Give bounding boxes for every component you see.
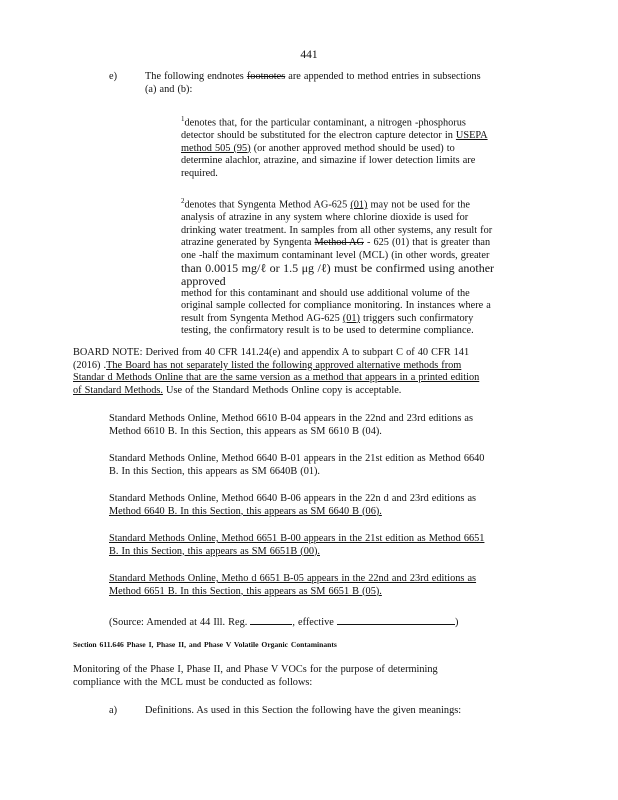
page-number: 441 (300, 49, 318, 61)
endnote-1-marker: 1 (181, 115, 185, 123)
effective-date-blank (337, 614, 455, 625)
sm-paragraph-3: Standard Methods Online, Method 6640 B-06 appears in the 22n d and 23rd editions as Method 6640 B. In this Section, this appears as SM 6640 B (06). (109, 493, 477, 517)
sm-paragraph-5: Standard Methods Online, Metho d 6651 B-05 appears in the 22nd and 23rd editions as Method 6651 B. In this Section, this appears as SM 6651 B (05). (109, 573, 477, 597)
struck-text: footnotes (246, 71, 286, 82)
item-e-line-1: The following endnotes footnotes are appended to method entries in subsections (145, 71, 481, 82)
board-note: BOARD NOTE: Derived from 40 CFR 141.24(e) and appendix A to subpart C of 40 CFR 141 (2016) .The Board has not separately listed the following approved alternative methods from Standar d Methods Online that are the same version as a method that appears in a printed edition of Standard Methods. Use of the Standard Methods Online copy is acceptable. (73, 347, 480, 396)
endnote-2-marker: 2 (181, 197, 185, 205)
item-e-label: e) (109, 71, 117, 82)
sm-paragraph-4: Standard Methods Online, Method 6651 B-00 appears in the 21st edition as Method 6651 B. In this Section, this appears as SM 6651B (00). (109, 533, 485, 557)
item-a-text: Definitions. As used in this Section the following have the given meanings: (145, 705, 462, 716)
section-heading: Section 611.646 Phase I, Phase II, and Phase V Volatile Organic Contaminants (73, 640, 337, 649)
endnote-2: $^2$denotes that Syngenta Method AG-625 (01) may not be used for the analysis of atrazine in any system where chlorine dioxide is used for drinking water treatment. In samples from all other systems, any result for atrazine generated by Syngenta Method AG - 625 (01) that is greater than one -half the maximum contaminant level (MCL) (in other words, greater than 0.0015 mg/ℓ or 1.5 μg /ℓ) must be confirmed using another approved method for this contaminant and should use additional volume of the original sample collected for compliance monitoring. In instances where a result from Syngenta Method AG-625 (01) triggers such confirmatory testing, the confirmatory result is to be used to determine compliance. (181, 197, 495, 337)
item-e-line-2: (a) and (b): (145, 83, 193, 95)
source-note: (Source: Amended at 44 Ill. Reg. , effective ) (109, 614, 529, 630)
item-e-text (145, 71, 535, 96)
sm-paragraph-2: Standard Methods Online, Method 6640 B-01 appears in the 21st edition as Method 6640 B. In this Section, this appears as SM 6640B (01). (109, 453, 485, 477)
monitoring-paragraph: Monitoring of the Phase I, Phase II, and Phase V VOCs for the purpose of determining compliance with the MCL must be conducted as follows: (73, 664, 438, 688)
sm-paragraph-1: Standard Methods Online, Method 6610 B-04 appears in the 22nd and 23rd editions as Method 6610 B. In this Section, this appears as SM 6610 B (04). (109, 413, 473, 437)
struck-text: Method AG (314, 237, 364, 249)
endnote-1: $^1$denotes that, for the particular contaminant, a nitrogen -phosphorus detector should be substituted for the electron capture detector in USEPA method 505 (95) (or another approved method should be used) to determine alachlor, atrazine, and simazine if lower detection limits are required. (181, 115, 488, 179)
item-a-label: a) (109, 705, 117, 716)
reg-page-blank (250, 614, 292, 625)
